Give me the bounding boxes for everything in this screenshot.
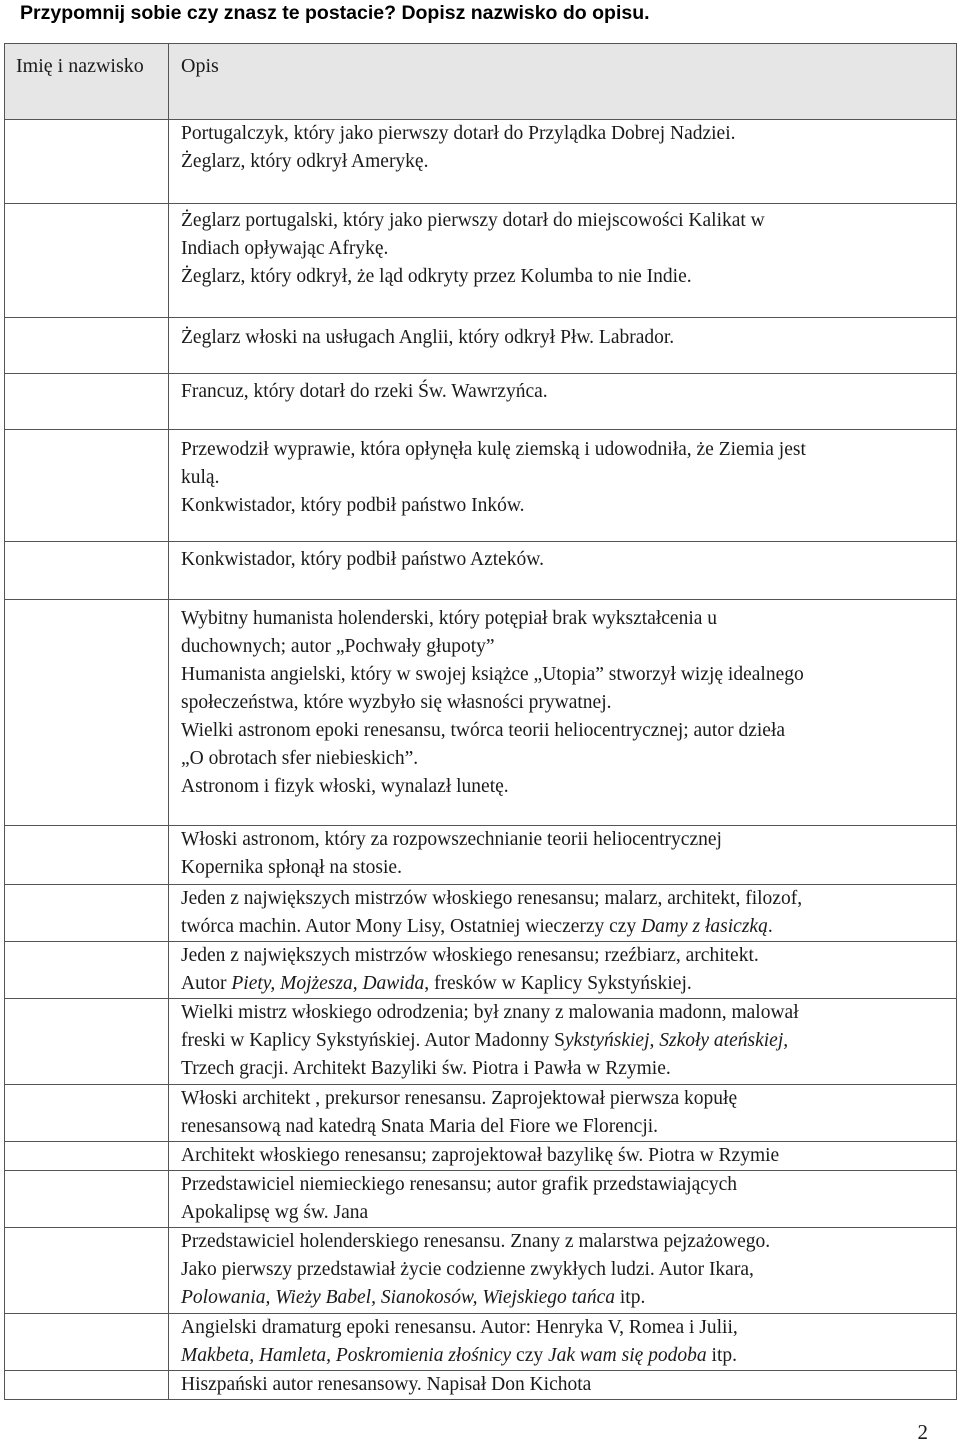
table-row [5,430,957,542]
table-row [5,1142,957,1171]
worksheet-title: Przypomnij sobie czy znasz te postacie? Dopisz nazwisko do opisu. [20,2,650,24]
description-cell [169,826,957,885]
description-line: Wielki astronom epoki renesansu, twórca teorii heliocentrycznej; autor dzieła [181,720,786,741]
description-text: itp. [615,1287,646,1308]
answer-cell[interactable] [5,942,169,999]
description-line: Wielki mistrz włoskiego odrodzenia; był znany z malowania madonn, malował [181,1002,799,1023]
artwork-title-italic: ykstyńskiej, Szkoły ateńskiej, [565,1030,789,1051]
characters-table [4,43,957,1400]
answer-cell[interactable] [5,1142,169,1171]
table-row [5,1171,957,1228]
table-header-row [5,44,957,120]
description-text: itp. [706,1345,738,1366]
description-cell [169,120,957,204]
description-line: Francuz, który dotarł do rzeki Św. Wawrzyńca. [181,381,548,402]
answer-cell[interactable] [5,1371,169,1400]
table-row [5,600,957,826]
description-cell [169,1142,957,1171]
description-cell [169,1314,957,1371]
description-line: Hiszpański autor renesansowy. Napisał Don Kichota [181,1374,592,1395]
artwork-title-italic: Polowania, Wieży Babel, Sianokosów, Wiejskiego tańca [181,1287,615,1308]
description-line: Astronom i fizyk włoski, wynalazł lunetę. [181,776,509,797]
table-row [5,204,957,318]
description-cell [169,942,957,999]
table-row [5,942,957,999]
description-cell [169,542,957,600]
artwork-title-italic: Makbeta, Hamleta, Poskromienia złośnicy [181,1345,512,1366]
description-line: Jako pierwszy przedstawiał życie codzienne zwykłych ludzi. Autor Ikara, [181,1259,754,1280]
answer-cell[interactable] [5,430,169,542]
description-line: Jeden z największych mistrzów włoskiego renesansu; rzeźbiarz, architekt. [181,945,759,966]
description-text: freski w Kaplicy Sykstyńskiej. Autor Madonny S [181,1030,566,1051]
description-line [181,1027,950,1055]
description-line: Konkwistador, który podbił państwo Azteków. [181,549,544,570]
answer-cell[interactable] [5,318,169,374]
description-cell [169,204,957,318]
description-line: Apokalipsę wg św. Jana [181,1202,369,1223]
table-row [5,120,957,204]
description-cell [169,1171,957,1228]
description-line: Konkwistador, który podbił państwo Inków. [181,495,525,516]
description-line: Indiach opływając Afrykę. [181,238,389,259]
description-line: Włoski astronom, który za rozpowszechnianie teorii heliocentrycznej [181,829,722,850]
header-description-column: Opis [169,44,957,120]
description-cell [169,999,957,1085]
answer-cell[interactable] [5,374,169,430]
description-cell [169,1228,957,1314]
description-line [181,1342,950,1370]
description-line: Trzech gracji. Architekt Bazyliki św. Piotra i Pawła w Rzymie. [181,1058,671,1079]
header-name-column: Imię i nazwisko [5,44,169,120]
description-line: Włoski architekt , prekursor renesansu. Zaprojektował pierwsza kopułę [181,1088,738,1109]
description-line: Architekt włoskiego renesansu; zaprojektował bazylikę św. Piotra w Rzymie [181,1145,780,1166]
description-line: Żeglarz, który odkrył, że ląd odkryty przez Kolumba to nie Indie. [181,266,692,287]
table-row [5,885,957,942]
description-cell [169,1085,957,1142]
description-line: Przedstawiciel holenderskiego renesansu. Znany z malarstwa pejzażowego. [181,1231,771,1252]
description-line: Przedstawiciel niemieckiego renesansu; autor grafik przedstawiających [181,1174,738,1195]
table-row [5,999,957,1085]
description-line: Kopernika spłonął na stosie. [181,857,402,878]
description-line: duchownych; autor „Pochwały głupoty” [181,636,495,657]
description-line: Jeden z największych mistrzów włoskiego renesansu; malarz, architekt, filozof, [181,888,803,909]
answer-cell[interactable] [5,120,169,204]
description-text: twórca machin. Autor Mony Lisy, Ostatniej wieczerzy czy [181,916,642,937]
description-text: . [767,916,773,937]
answer-cell[interactable] [5,542,169,600]
answer-cell[interactable] [5,1228,169,1314]
table-row [5,374,957,430]
description-cell [169,374,957,430]
artwork-title-italic: Damy z łasiczką [641,916,768,937]
description-cell [169,430,957,542]
answer-cell[interactable] [5,1314,169,1371]
table-row [5,1228,957,1314]
table-row [5,542,957,600]
description-text: Autor [181,973,232,994]
description-cell [169,1371,957,1400]
description-line: „O obrotach sfer niebieskich”. [181,748,419,769]
answer-cell[interactable] [5,826,169,885]
description-cell [169,600,957,826]
description-line: Angielski dramaturg epoki renesansu. Autor: Henryka V, Romea i Julii, [181,1317,738,1338]
description-line: Żeglarz, który odkrył Amerykę. [181,151,429,172]
table-row [5,1371,957,1400]
description-line [181,1284,950,1312]
description-line: Żeglarz portugalski, który jako pierwszy dotarł do miejscowości Kalikat w [181,210,765,231]
description-text: czy [511,1345,548,1366]
answer-cell[interactable] [5,600,169,826]
answer-cell[interactable] [5,204,169,318]
description-line: Humanista angielski, który w swojej książce „Utopia” stworzył wizję idealnego [181,664,804,685]
description-line: społeczeństwa, które wyzbyło się własności prywatnej. [181,692,612,713]
answer-cell[interactable] [5,1171,169,1228]
description-line: Przewodził wyprawie, która opłynęła kulę ziemską i udowodniła, że Ziemia jest [181,439,806,460]
description-line: Portugalczyk, który jako pierwszy dotarł do Przylądka Dobrej Nadziei. [181,123,736,144]
description-line [181,970,950,998]
description-line: Wybitny humanista holenderski, który potępiał brak wykształcenia u [181,608,718,629]
answer-cell[interactable] [5,999,169,1085]
description-line: kulą. [181,467,220,488]
answer-cell[interactable] [5,885,169,942]
description-cell [169,885,957,942]
artwork-title-italic: Piety, Mojżesza, Dawida [231,973,425,994]
artwork-title-italic: Jak wam się podoba [547,1345,707,1366]
description-cell [169,318,957,374]
description-line: renesansową nad katedrą Snata Maria del Fiore we Florencji. [181,1116,659,1137]
answer-cell[interactable] [5,1085,169,1142]
table-row [5,1085,957,1142]
description-line [181,913,950,941]
description-text: , fresków w Kaplicy Sykstyńskiej. [424,973,692,994]
table-row [5,1314,957,1371]
page-number: 2 [917,1420,928,1444]
description-line: Żeglarz włoski na usługach Anglii, który odkrył Płw. Labrador. [181,327,675,348]
table-row [5,826,957,885]
table-row [5,318,957,374]
